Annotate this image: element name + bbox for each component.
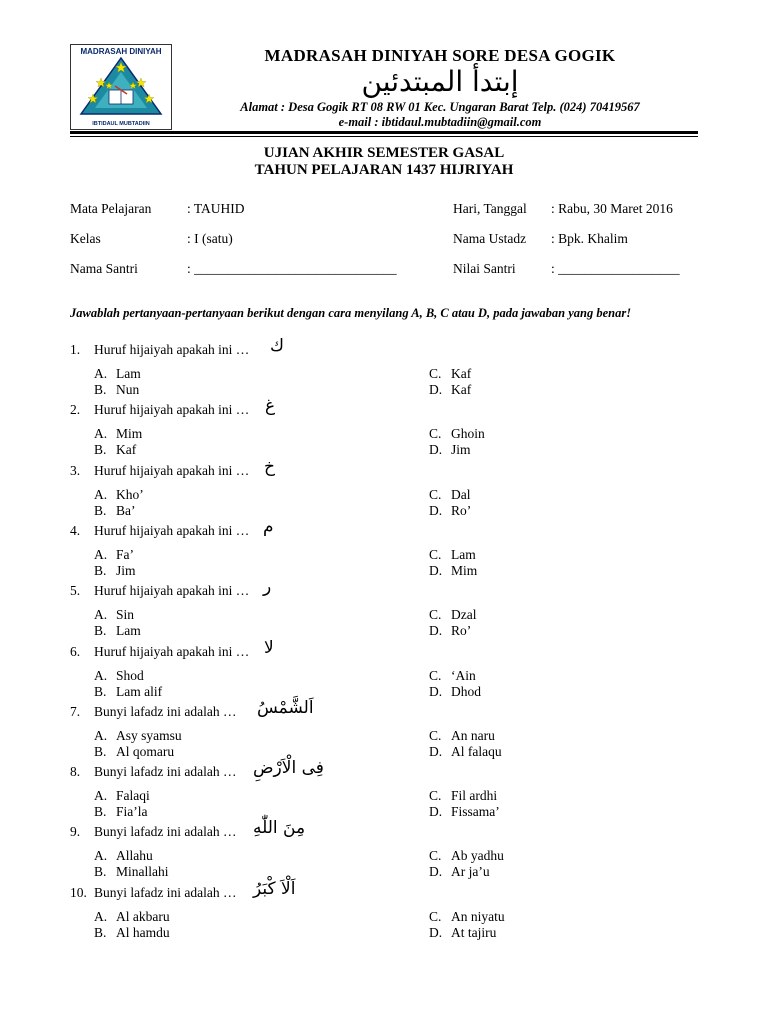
option-text: An niyatu <box>451 908 505 924</box>
exam-instruction: Jawablah pertanyaan-pertanyaan berikut dengan cara menyilang A, B, C atau D, pada jawaban yang benar! <box>70 306 632 320</box>
option-letter: C. <box>429 366 442 381</box>
option-letter: B. <box>94 743 107 759</box>
option-b[interactable] <box>94 804 148 820</box>
option-text: Al hamdu <box>116 924 170 940</box>
option-text: Fa’ <box>116 546 134 562</box>
question-text: Huruf hijaiyah apakah ini … <box>94 522 250 538</box>
option-a[interactable] <box>94 487 144 503</box>
question-arabic: م <box>263 516 274 537</box>
question-number: 4. <box>70 522 81 538</box>
question-arabic: خ <box>264 456 275 477</box>
option-letter: C. <box>429 486 442 502</box>
option-text: At tajiru <box>451 924 497 940</box>
exam-year: TAHUN PELAJARAN 1437 HIJRIYAH <box>254 162 514 178</box>
option-a[interactable] <box>94 547 134 563</box>
option-d[interactable] <box>429 804 500 820</box>
option-d[interactable] <box>429 864 490 880</box>
option-letter: A. <box>94 426 108 442</box>
option-letter: D. <box>429 683 443 699</box>
question-arabic: ك <box>270 336 285 356</box>
option-letter: C. <box>429 546 442 562</box>
option-letter: A. <box>94 607 108 623</box>
option-a[interactable] <box>94 909 170 925</box>
option-letter: B. <box>94 804 107 820</box>
option-c[interactable] <box>429 607 476 623</box>
logo-top-text: MADRASAH DINIYAH <box>80 47 162 56</box>
option-text: Fil ardhi <box>451 788 498 804</box>
question-number: 7. <box>70 703 81 719</box>
question-arabic: مِنَ اللّٰهِ <box>253 818 306 839</box>
option-b[interactable] <box>94 382 139 398</box>
option-text: Lam alif <box>116 683 163 699</box>
option-b[interactable] <box>94 925 170 941</box>
option-text: Jim <box>116 562 136 578</box>
option-letter: D. <box>429 924 443 940</box>
option-text: Ar ja’u <box>451 864 490 880</box>
option-text: Dhod <box>451 683 481 699</box>
option-d[interactable] <box>429 563 477 579</box>
question-text: Huruf hijaiyah apakah ini … <box>94 643 250 659</box>
question-number: 1. <box>70 342 81 357</box>
option-letter: A. <box>94 366 108 381</box>
option-c[interactable] <box>429 668 476 684</box>
option-letter: D. <box>429 804 443 820</box>
option-a[interactable] <box>94 788 150 804</box>
option-text: Jim <box>451 442 471 458</box>
school-address: Alamat : Desa Gogik RT 08 RW 01 Kec. Ungaran Barat Telp. (024) 70419567 <box>240 100 640 114</box>
option-text: An naru <box>451 727 495 743</box>
option-d[interactable] <box>429 684 481 700</box>
question-number: 5. <box>70 583 81 599</box>
option-letter: C. <box>429 788 442 804</box>
header-divider-thick <box>70 131 698 134</box>
option-letter: D. <box>429 743 443 759</box>
option-letter: D. <box>429 623 443 639</box>
option-c[interactable] <box>429 909 505 925</box>
question-number: 8. <box>70 764 81 780</box>
option-text: Ro’ <box>451 502 472 518</box>
option-d[interactable] <box>429 503 471 519</box>
option-c[interactable] <box>429 728 495 744</box>
option-letter: A. <box>94 667 108 683</box>
option-a[interactable] <box>94 728 182 744</box>
option-letter: D. <box>429 382 443 397</box>
option-b[interactable] <box>94 864 169 880</box>
option-text: Minallahi <box>116 864 169 880</box>
option-letter: B. <box>94 442 107 458</box>
option-text: Sin <box>116 607 135 623</box>
option-letter: A. <box>94 486 108 502</box>
info-label-class: Kelas <box>70 231 101 246</box>
option-c[interactable] <box>429 487 471 503</box>
option-letter: A. <box>94 908 108 924</box>
option-letter: C. <box>429 667 442 683</box>
option-text: Fissama’ <box>451 804 500 820</box>
option-text: Kaf <box>451 382 472 397</box>
option-a[interactable] <box>94 607 134 623</box>
option-text: Ab yadhu <box>451 848 504 864</box>
option-d[interactable] <box>429 623 471 639</box>
option-text: Nun <box>116 382 140 397</box>
info-label-teacher: Nama Ustadz <box>453 231 527 246</box>
option-b[interactable] <box>94 744 174 760</box>
option-letter: C. <box>429 607 442 623</box>
option-a[interactable] <box>94 848 153 864</box>
question-text: Bunyi lafadz ini adalah … <box>94 764 237 780</box>
info-label-date: Hari, Tanggal <box>453 201 527 216</box>
option-letter: D. <box>429 562 443 578</box>
option-text: Allahu <box>116 848 153 864</box>
option-c[interactable] <box>429 788 497 804</box>
option-a[interactable] <box>94 366 141 382</box>
question-arabic: اَلْاَ كْبَرُ <box>253 878 296 899</box>
question-arabic: ر <box>263 577 272 598</box>
info-value-score: : __________________ <box>551 261 680 276</box>
option-d[interactable] <box>429 744 502 760</box>
option-text: Lam <box>451 546 476 562</box>
option-letter: A. <box>94 546 108 562</box>
option-letter: D. <box>429 502 443 518</box>
option-text: Dzal <box>451 607 477 623</box>
option-text: Falaqi <box>116 788 150 804</box>
question-number: 10. <box>70 884 87 900</box>
question-arabic: فِى الْاَرْضِ <box>253 758 324 779</box>
option-text: Al akbaru <box>116 908 170 924</box>
option-text: Ro’ <box>451 623 472 639</box>
info-value-date: : Rabu, 30 Maret 2016 <box>551 201 673 216</box>
question-number: 2. <box>70 402 81 418</box>
option-d[interactable] <box>429 442 471 458</box>
option-text: Shod <box>116 667 144 683</box>
option-b[interactable] <box>94 684 162 700</box>
option-text: Mim <box>116 426 143 442</box>
option-letter: B. <box>94 562 107 578</box>
option-letter: A. <box>94 727 108 743</box>
school-email: e-mail : ibtidaul.mubtadiin@gmail.com <box>338 115 542 129</box>
option-c[interactable] <box>429 366 471 382</box>
question-number: 9. <box>70 824 81 840</box>
option-letter: B. <box>94 382 107 397</box>
option-text: Al qomaru <box>116 743 175 759</box>
question-arabic: غ <box>265 396 276 417</box>
question-text: Huruf hijaiyah apakah ini … <box>94 462 250 478</box>
option-a[interactable] <box>94 668 144 684</box>
option-letter: C. <box>429 426 442 442</box>
question-text: Huruf hijaiyah apakah ini … <box>94 583 250 599</box>
option-text: Ba’ <box>116 502 136 518</box>
option-b[interactable] <box>94 563 136 579</box>
info-label-subject: Mata Pelajaran <box>70 201 152 216</box>
option-b[interactable] <box>94 442 136 458</box>
option-text: Lam <box>116 623 141 639</box>
logo-emblem-icon <box>79 56 163 118</box>
info-label-score: Nilai Santri <box>453 261 516 276</box>
option-d[interactable] <box>429 925 496 941</box>
option-letter: B. <box>94 864 107 880</box>
option-text: Dal <box>451 486 471 502</box>
question-text: Bunyi lafadz ini adalah … <box>94 824 237 840</box>
question-number: 6. <box>70 643 81 659</box>
option-text: Mim <box>451 562 478 578</box>
option-text: Ghoin <box>451 426 485 442</box>
info-label-student-name: Nama Santri <box>70 261 138 276</box>
question-text: Huruf hijaiyah apakah ini … <box>94 402 250 418</box>
option-text: Kaf <box>116 442 137 458</box>
option-c[interactable] <box>429 547 476 563</box>
question-number: 3. <box>70 462 81 478</box>
option-letter: D. <box>429 442 443 458</box>
option-letter: C. <box>429 727 442 743</box>
question-text: Huruf hijaiyah apakah ini … <box>94 342 250 357</box>
option-letter: C. <box>429 908 442 924</box>
question-text: Bunyi lafadz ini adalah … <box>94 703 237 719</box>
option-letter: A. <box>94 788 108 804</box>
question-arabic: اَلشَّمْسُ <box>257 697 314 718</box>
exam-title: UJIAN AKHIR SEMESTER GASAL <box>263 145 505 161</box>
header-divider-thin <box>70 136 698 137</box>
option-letter: B. <box>94 924 107 940</box>
info-value-class: : I (satu) <box>187 231 233 246</box>
option-c[interactable] <box>429 848 504 864</box>
option-b[interactable] <box>94 503 136 519</box>
option-text: Al falaqu <box>451 743 502 759</box>
question-arabic: لا <box>264 637 274 658</box>
info-value-teacher: : Bpk. Khalim <box>551 231 628 246</box>
option-a[interactable] <box>94 426 142 442</box>
option-d[interactable] <box>429 382 471 398</box>
option-b[interactable] <box>94 623 141 639</box>
logo-bottom-text: IBTIDAUL MUBTADIIN <box>92 121 150 127</box>
school-name: MADRASAH DINIYAH SORE DESA GOGIK <box>264 46 616 65</box>
option-c[interactable] <box>429 426 485 442</box>
school-logo <box>70 44 172 130</box>
school-name-arabic: إبتدأ المبتدئين <box>361 65 519 98</box>
option-letter: D. <box>429 864 443 880</box>
option-text: Asy syamsu <box>116 727 182 743</box>
option-text: ‘Ain <box>451 667 476 683</box>
option-text: Kaf <box>451 366 472 381</box>
question-text: Bunyi lafadz ini adalah … <box>94 884 237 900</box>
option-letter: B. <box>94 683 107 699</box>
option-letter: A. <box>94 848 108 864</box>
option-letter: C. <box>429 848 442 864</box>
option-letter: B. <box>94 623 107 639</box>
info-value-student-name: : ______________________________ <box>187 261 397 276</box>
option-letter: B. <box>94 502 107 518</box>
option-text: Lam <box>116 366 141 381</box>
info-value-subject: : TAUHID <box>187 201 245 216</box>
option-text: Kho’ <box>116 486 144 502</box>
option-text: Fia’la <box>116 804 148 820</box>
